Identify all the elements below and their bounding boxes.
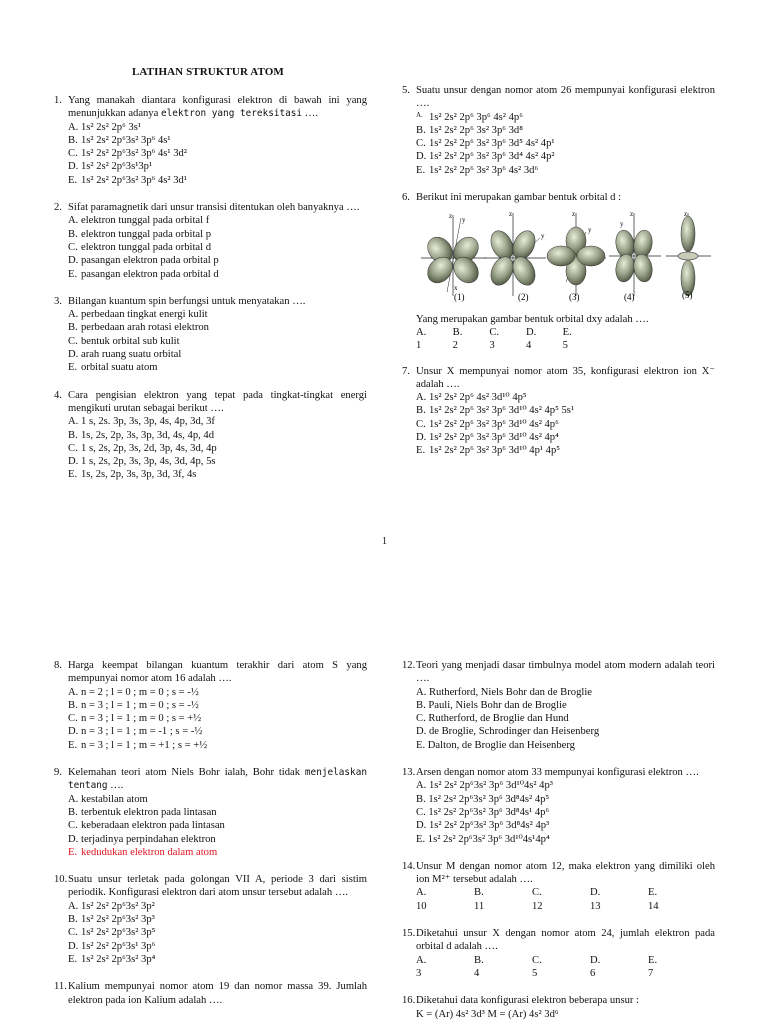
question-16-text: 16. Diketahui data konfigurasi elektron beberapa unsur : [402, 995, 639, 1007]
right-column-page1 [402, 84, 715, 472]
svg-text:y: y [541, 232, 545, 241]
option-d[interactable]: D. pasangan elektron pada orbital p [68, 255, 219, 267]
question-15 [402, 927, 715, 980]
option-b[interactable]: B. 1s² 2s² 2p⁶3s² 3p³ [68, 914, 155, 926]
option-e[interactable]: E. 1s² 2s² 2p⁶3s² 3p⁴ [68, 953, 156, 965]
svg-text:z: z [572, 210, 576, 219]
option-a[interactable]: A. 1 s, 2s. 3p, 3s, 3p, 4s, 4p, 3d, 3f [68, 416, 215, 428]
d-orbitals-diagram [416, 210, 711, 302]
question-5-text: 5. Suatu unsur dengan nomor atom 26 mempunyai konfigurasi elektron …. [402, 85, 715, 110]
options-list [54, 214, 367, 280]
option-b[interactable]: B. 1s² 2s² 2p⁶ 3s² 3p⁶ 3d⁸ [416, 124, 523, 136]
options-list [54, 793, 367, 859]
options-list [54, 308, 367, 374]
left-column-page1 [54, 94, 367, 496]
question-14 [402, 860, 715, 913]
question-7 [402, 365, 715, 458]
option-d[interactable]: D. 6 [590, 954, 601, 979]
option-d[interactable]: D. terjadinya perpindahan elektron [68, 833, 216, 845]
option-c[interactable]: C. 1s² 2s² 2p⁶3s² 3p⁶ 4s¹ 3d² [68, 148, 187, 160]
question-13-text: 13. Arsen dengan nomor atom 33 mempunyai konfigurasi elektron …. [402, 767, 699, 779]
question-3-text: 3. Bilangan kuantum spin berfungsi untuk menyatakan …. [54, 295, 306, 307]
question-12-text: 12. Teori yang menjadi dasar timbulnya model atom modern adalah teori …. [402, 660, 715, 685]
option-d[interactable]: D. 4 [525, 326, 537, 352]
figure-label-5: (5) [682, 290, 693, 301]
options-list [402, 686, 715, 752]
svg-text:y: y [588, 226, 592, 235]
question-6-text: 6. Berikut ini merupakan gambar bentuk orbital d : [402, 192, 622, 204]
option-d[interactable]: D. 1s² 2s² 2p⁶3s² 3p⁶ 3d⁸4s² 4p³ [416, 820, 550, 832]
option-e[interactable]: E. 14 [648, 887, 659, 912]
option-c[interactable]: C. 1s² 2s² 2p⁶ 3s² 3p⁶ 3d⁵ 4s² 4p¹ [416, 138, 555, 150]
svg-text:z: z [449, 212, 453, 221]
option-e[interactable]: E. pasangan elektron pada orbital d [68, 268, 219, 280]
highlighted-phrase: menjelaskan tentang [68, 767, 367, 792]
options-list [54, 686, 367, 752]
option-d[interactable]: D. 13 [590, 887, 601, 912]
d-orbital-figure [416, 210, 715, 306]
question-4 [54, 389, 367, 482]
option-a[interactable]: A. 1s² 2s² 2p⁶3s² 3p² [68, 900, 155, 912]
option-d[interactable]: D. 1s² 2s² 2p⁶3s¹3p¹ [68, 161, 153, 173]
options-list [402, 391, 715, 457]
option-e[interactable]: E. 1s² 2s² 2p⁶3s² 3p⁶ 3d¹⁰4s¹4p⁴ [416, 833, 550, 845]
figure-label-1: (1) [454, 292, 465, 303]
option-a[interactable]: A. n = 2 ; l = 0 ; m = 0 ; s = -½ [68, 686, 199, 698]
option-b[interactable]: B. 2 [452, 326, 463, 352]
question-2 [54, 201, 367, 281]
option-d[interactable]: D. de Broglie, Schrodinger dan Heisenberg [416, 726, 600, 738]
config-data: K = (Ar) 4s² 3d³ M = (Ar) 4s² 3d⁶ [416, 1008, 559, 1020]
question-12 [402, 659, 715, 752]
orbital-4 [609, 210, 661, 296]
option-b[interactable]: B. 1s² 2s² 2p⁶3s² 3p⁶ 3d⁸4s² 4p⁵ [416, 793, 550, 805]
option-b[interactable]: B. 1s² 2s² 2p⁶3s² 3p⁶ 4s¹ [68, 134, 171, 146]
options-list [54, 121, 367, 187]
svg-text:x: x [454, 284, 458, 293]
options-row [416, 326, 715, 353]
svg-text:z: z [630, 210, 634, 219]
option-d[interactable]: D. 1s² 2s² 2p⁶ 3s² 3p⁶ 3d⁴ 4s² 4p² [416, 151, 555, 163]
option-c[interactable]: C. n = 3 ; l = 1 ; m = 0 ; s = +½ [68, 713, 202, 725]
question-2-text: 2. Sifat paramagnetik dari unsur transisi ditentukan oleh banyaknya …. [54, 202, 360, 214]
svg-text:z: z [684, 210, 688, 219]
options-list [402, 111, 715, 177]
option-e[interactable]: E. 7 [648, 954, 658, 979]
option-a[interactable]: A. 3 [416, 954, 427, 979]
figure-label-2: (2) [518, 292, 529, 303]
svg-text:z: z [509, 210, 513, 219]
question-13 [402, 766, 715, 846]
option-a[interactable]: A. 1 [416, 326, 427, 352]
left-column-page2 [54, 659, 367, 1021]
option-e[interactable]: E. n = 3 ; l = 1 ; m = +1 ; s = +½ [68, 739, 208, 751]
orbital-5 [666, 210, 711, 296]
question-8 [54, 659, 367, 752]
options-row [402, 886, 715, 913]
option-c[interactable]: C. 1s² 2s² 2p⁶3s² 3p⁵ [68, 927, 156, 939]
orbital-3 [547, 210, 606, 296]
options-row [402, 954, 715, 981]
option-a[interactable]: A. 1s² 2s² 2p⁶ 3s¹ [68, 121, 142, 133]
question-4-text: 4. Cara pengisian elektron yang tepat pada tingkat-tingkat energi mengikuti urutan sebagai berikut …. [54, 389, 367, 414]
question-3 [54, 295, 367, 375]
question-9 [54, 766, 367, 859]
option-c[interactable]: C. 1s² 2s² 2p⁶ 3s² 3p⁶ 3d¹⁰ 4s² 4p⁶ [416, 418, 559, 430]
question-6-prompt: Yang merupakan gambar bentuk orbital dxy adalah …. A. 1 B. 2 C. 3 D. 4 E. 5 [402, 313, 715, 353]
option-b[interactable]: B. n = 3 ; l = 1 ; m = 0 ; s = -½ [68, 699, 199, 711]
option-a[interactable]: A. 1s² 2s² 2p⁶3s² 3p⁶ 3d¹⁰4s² 4p³ [416, 780, 553, 792]
option-c[interactable]: C. bentuk orbital sub kulit [68, 335, 180, 347]
question-5 [402, 84, 715, 177]
option-b[interactable]: B. terbentuk elektron pada lintasan [68, 806, 217, 818]
question-14-text: 14. Unsur M dengan nomor atom 12, maka elektron yang dimiliki oleh ion M²⁺ tersebut adalah …. [402, 860, 715, 886]
option-c[interactable]: C. 1 s, 2s, 2p, 3s, 2d, 3p, 4s, 3d, 4p [68, 442, 217, 454]
option-e[interactable]: E. 1s² 2s² 2p⁶ 3s² 3p⁶ 3d¹⁰ 4p¹ 4p⁵ [416, 445, 560, 457]
option-b[interactable]: B. perbedaan arah rotasi elektron [68, 322, 209, 334]
question-6 [402, 191, 715, 352]
option-b[interactable]: B. Pauli, Niels Bohr dan de Broglie [416, 699, 567, 711]
question-15-text: 15. Diketahui unsur X dengan nomor atom 24, jumlah elektron pada orbital d adalah …. [402, 928, 715, 953]
option-c[interactable]: C. 12 [532, 887, 543, 912]
highlighted-phrase: elektron yang tereksitasi [160, 108, 303, 120]
page-number: 1 [382, 536, 387, 547]
figure-label-3: (3) [569, 292, 580, 303]
question-1-text: 1. Yang manakah diantara konfigurasi elektron di bawah ini yang menunjukkan adanya elektron yang tereksitasi …. [54, 95, 367, 120]
svg-text:y: y [462, 216, 466, 225]
options-list [54, 415, 367, 481]
option-e[interactable]: E. 1s² 2s² 2p⁶ 3s² 3p⁶ 4s² 3d⁶ [416, 164, 539, 176]
option-e[interactable]: E. 5 [562, 326, 572, 352]
option-a[interactable]: A. 10 [416, 887, 427, 912]
option-b[interactable]: B. 1s² 2s² 2p⁶ 3s² 3p⁶ 3d¹⁰ 4s² 4p⁵ 5s¹ [416, 405, 575, 417]
option-a[interactable]: A. Rutherford, Niels Bohr dan de Broglie [416, 686, 592, 698]
option-d[interactable]: D. 1 s, 2s, 2p, 3s, 3p, 4s, 3d, 4p, 5s [68, 456, 216, 468]
option-c[interactable]: C. 1s² 2s² 2p⁶3s² 3p⁶ 3d⁸4s¹ 4p⁶ [416, 806, 550, 818]
figure-label-4: (4) [624, 292, 635, 303]
option-d[interactable]: D. n = 3 ; l = 1 ; m = -1 ; s = -½ [68, 726, 203, 738]
question-number: 1. [54, 95, 62, 106]
question-11-text: 11. Kalium mempunyai nomor atom 19 dan nomor massa 39. Jumlah elektron pada ion Kalium adalah …. [54, 981, 367, 1006]
option-b[interactable]: B. elektron tunggal pada orbital p [68, 228, 212, 240]
option-c[interactable]: C. elektron tunggal pada orbital d [68, 241, 212, 253]
question-8-text: 8. Harga keempat bilangan kuantum terakhir dari atom S yang mempunyai nomor atom 16 adalah …. [54, 660, 367, 685]
option-a[interactable]: A. elektron tunggal pada orbital f [68, 215, 210, 227]
svg-text:y: y [620, 220, 624, 229]
option-a[interactable]: A. 1s² 2s² 2p⁶ 3p⁶ 4s² 4p⁶ [416, 110, 523, 123]
option-d[interactable]: D. 1s² 2s² 2p⁶3s¹ 3p⁶ [68, 940, 156, 952]
question-9-text: 9. Kelemahan teori atom Niels Bohr ialah, Bohr tidak menjelaskan tentang …. [54, 767, 367, 792]
question-10 [54, 873, 367, 966]
option-d[interactable]: D. arah ruang suatu orbital [68, 349, 182, 361]
option-a[interactable]: A. 1s² 2s² 2p⁶ 4s² 3d¹⁰ 4p⁵ [416, 392, 527, 404]
option-d[interactable]: D. 1s² 2s² 2p⁶ 3s² 3p⁶ 3d¹⁰ 4s² 4p⁴ [416, 432, 559, 444]
option-e[interactable]: E. 1s² 2s² 2p⁶3s² 3p⁶ 4s² 3d¹ [68, 174, 187, 186]
option-b[interactable]: B. 4 [474, 954, 484, 979]
option-c[interactable]: C. 3 [489, 326, 500, 352]
option-c[interactable]: C. 5 [532, 954, 542, 979]
worksheet-title: LATIHAN STRUKTUR ATOM [132, 66, 284, 78]
option-e-answer[interactable]: E. kedudukan elektron dalam atom [68, 846, 218, 858]
option-c[interactable]: C. Rutherford, de Broglie dan Hund [416, 713, 569, 725]
options-list [402, 779, 715, 845]
question-11 [54, 980, 367, 1007]
option-e[interactable]: E. orbital suatu atom [68, 362, 158, 374]
question-16 [402, 994, 715, 1021]
question-7-text: 7. Unsur X mempunyai nomor atom 35, konfigurasi elektron ion X⁻ adalah …. [402, 365, 715, 390]
orbital-1 [421, 212, 486, 296]
option-a[interactable]: A. perbedaan tingkat energi kulit [68, 309, 208, 321]
option-b[interactable]: B. 1s, 2s, 2p, 3s, 3p, 3d, 4s, 4p, 4d [68, 429, 215, 441]
orbital-2 [484, 210, 546, 296]
option-c[interactable]: C. keberadaan elektron pada lintasan [68, 820, 225, 832]
option-e[interactable]: E. Dalton, de Broglie dan Heisenberg [416, 739, 575, 751]
options-list [54, 900, 367, 966]
right-column-page2 [402, 659, 715, 1035]
option-b[interactable]: B. 11 [474, 887, 485, 912]
question-1 [54, 94, 367, 187]
option-a[interactable]: A. kestabilan atom [68, 793, 148, 805]
option-e[interactable]: E. 1s, 2s, 2p, 3s, 3p, 3d, 3f, 4s [68, 469, 197, 481]
question-10-text: 10. Suatu unsur terletak pada golongan VII A, periode 3 dari sistim periodik. Konfigurasi elektron dari atom unsur tersebut adalah …. [54, 874, 367, 899]
